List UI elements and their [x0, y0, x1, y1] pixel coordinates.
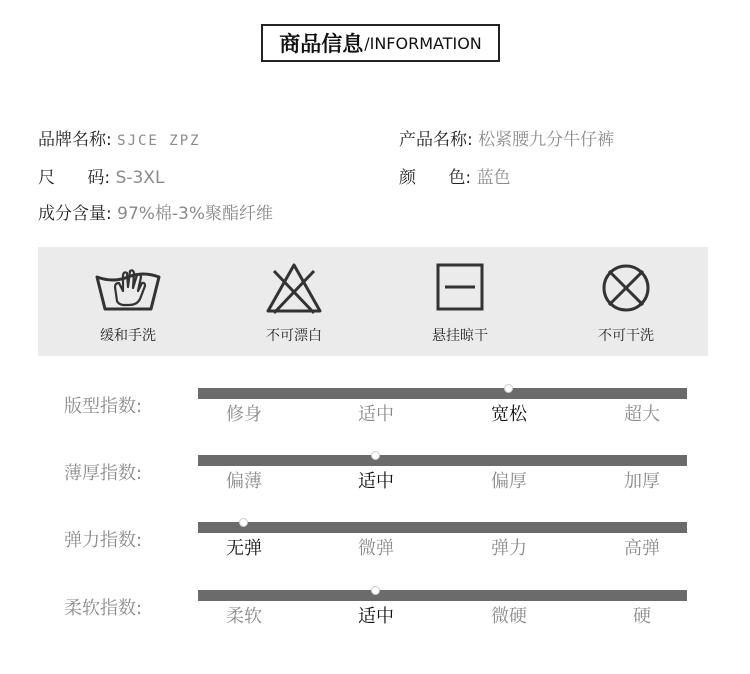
- index-option: 微弹: [358, 538, 394, 559]
- line-dry-icon: [434, 261, 486, 313]
- index-option: 偏薄: [226, 471, 262, 492]
- care-item-line-dry: [390, 247, 530, 356]
- index-option: 宽松: [491, 404, 527, 425]
- care-item-no-dry-clean: [556, 247, 696, 356]
- index-option: 高弹: [624, 538, 660, 559]
- index-scale-bar: [198, 388, 687, 399]
- index-marker: [504, 384, 513, 393]
- care-item-no-bleach: [224, 247, 364, 356]
- index-scale-bar: [198, 522, 687, 533]
- index-scale-bar: [198, 590, 687, 601]
- index-scale-bar: [198, 455, 687, 466]
- index-option: 修身: [226, 404, 262, 425]
- care-item-hand-wash: [58, 247, 198, 356]
- index-option: 硬: [633, 606, 651, 627]
- index-marker: [239, 518, 248, 527]
- care-label: 不可干洗: [598, 328, 654, 344]
- index-option: 柔软: [226, 606, 262, 627]
- no-dry-clean-icon: [599, 261, 653, 315]
- care-label: 缓和手洗: [100, 328, 156, 344]
- index-label: 版型指数:: [64, 396, 143, 417]
- index-option: 适中: [358, 404, 394, 425]
- index-option: 无弹: [226, 538, 262, 559]
- material-row: [38, 199, 273, 224]
- title-chinese: 商品信息: [279, 32, 364, 56]
- size-value: S-3XL: [115, 168, 165, 188]
- no-bleach-icon: [264, 261, 324, 315]
- index-label: 薄厚指数:: [64, 463, 143, 484]
- material-value: 97%棉-3%聚酯纤维: [117, 204, 274, 224]
- index-label: 柔软指数:: [64, 598, 143, 619]
- index-option: 弹力: [491, 538, 527, 559]
- color-label: 颜 色:: [399, 168, 472, 188]
- brand-row: [38, 125, 201, 150]
- section-title: [261, 24, 500, 62]
- index-option: 适中: [358, 471, 394, 492]
- index-marker: [371, 586, 380, 595]
- index-option: 微硬: [491, 606, 527, 627]
- size-row: [38, 163, 164, 188]
- care-instructions: [38, 247, 708, 356]
- title-english: /INFORMATION: [364, 33, 482, 53]
- index-label: 弹力指数:: [64, 530, 143, 551]
- material-label: 成分含量:: [38, 204, 112, 224]
- index-marker: [371, 451, 380, 460]
- index-option: 加厚: [624, 471, 660, 492]
- brand-value: SJCE ZPZ: [117, 133, 201, 149]
- size-label: 尺 码:: [38, 168, 111, 188]
- index-option: 适中: [358, 606, 394, 627]
- product-row: [399, 125, 614, 150]
- index-option: 偏厚: [491, 471, 527, 492]
- product-label: 产品名称:: [399, 130, 473, 150]
- color-row: [399, 163, 511, 188]
- hand-wash-icon: [93, 261, 163, 317]
- care-label: 不可漂白: [266, 328, 322, 344]
- brand-label: 品牌名称:: [38, 130, 112, 150]
- color-value: 蓝色: [476, 168, 511, 188]
- product-value: 松紧腰九分牛仔裤: [478, 130, 615, 150]
- index-option: 超大: [624, 404, 660, 425]
- care-label: 悬挂晾干: [432, 328, 488, 344]
